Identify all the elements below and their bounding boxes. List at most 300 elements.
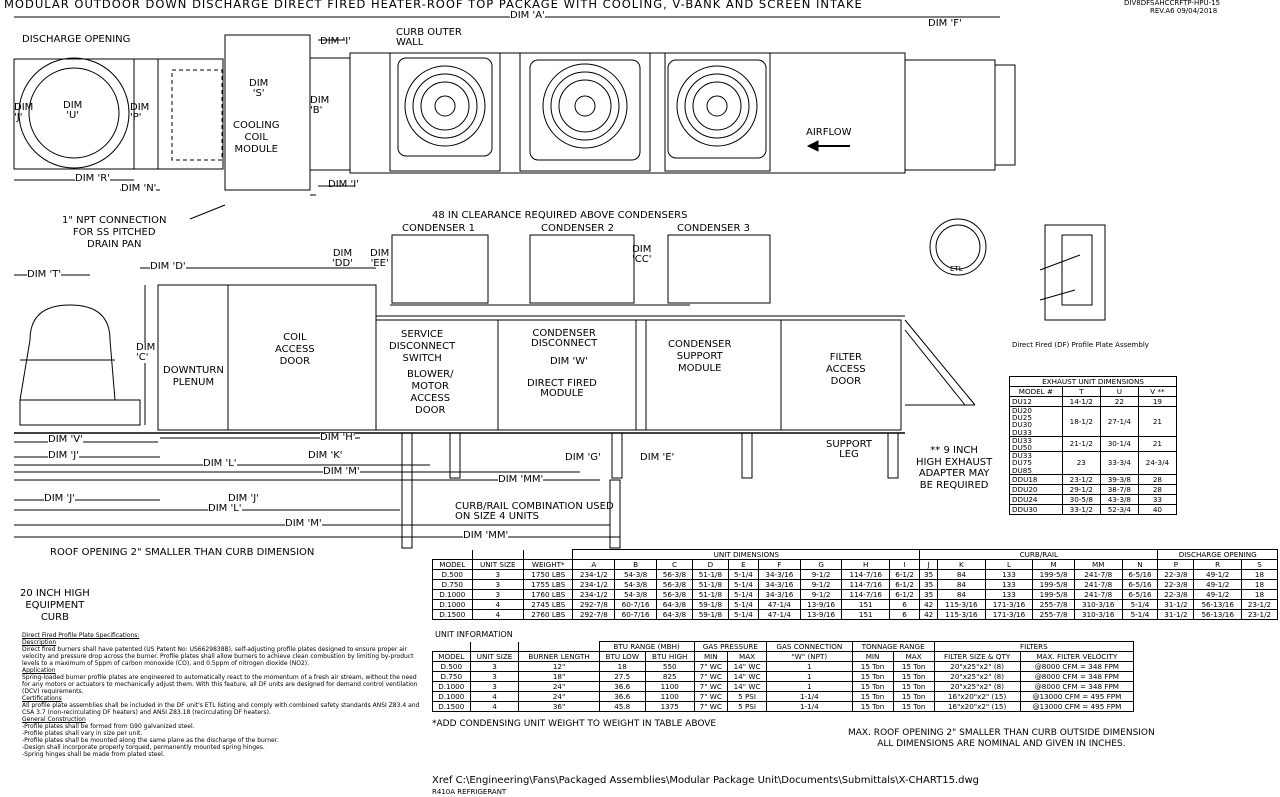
table-cell: 27.5 <box>599 672 645 682</box>
table-cell: 56-3/8 <box>656 570 692 580</box>
spec-description: Direct fired burners shall have patented (US Patent No: US6629838B), self-adjusting profile plates designed to ensure proper air velocity and pressure drop across the burner. Profile plates shall allow burners to achieve clean combustion by limiting by-product levels to a maximum of 5ppm of carbon monoxide (CO), and 0.5ppm of nitrogen dioxide (NO2). <box>22 646 414 667</box>
exhaust-table-row <box>1010 407 1177 437</box>
table-cell: 54-3/8 <box>615 570 657 580</box>
label-airflow: AIRFLOW <box>806 127 852 138</box>
note-condensing-weight: *ADD CONDENSING UNIT WEIGHT TO WEIGHT IN TABLE ABOVE <box>432 719 717 729</box>
column-header: D <box>692 560 728 570</box>
group-gas-connection: GAS CONNECTION <box>767 642 852 652</box>
table-cell: 5 PSI <box>728 692 767 702</box>
table-cell: 310-3/16 <box>1074 610 1122 620</box>
column-header: F <box>758 560 800 570</box>
table-cell: 115-3/16 <box>938 610 986 620</box>
unit-information-table <box>432 641 1134 712</box>
label-dim-v: DIM 'V' <box>48 434 83 445</box>
label-dim-d: DIM 'D' <box>150 261 186 272</box>
exhaust-cell-u: 30-1/4 <box>1100 436 1138 451</box>
exhaust-cell-t: 23 <box>1062 452 1100 475</box>
exhaust-model-name: DDU30 <box>1012 504 1038 514</box>
exhaust-model <box>1010 397 1063 407</box>
table-cell: 5-1/4 <box>728 610 758 620</box>
table-cell: 51-1/8 <box>692 580 728 590</box>
table-cell: @8000 CFM = 348 FPM <box>1020 662 1133 672</box>
table-cell: 171-3/16 <box>985 610 1033 620</box>
label-dim-mm: DIM 'MM' <box>498 474 544 485</box>
label-discharge-opening: DISCHARGE OPENING <box>22 34 131 45</box>
label-dim-u: DIM 'U' <box>63 100 83 121</box>
column-header: MODEL <box>433 652 471 662</box>
spec-construction-1: -Profile plates shall vary in size per unit. <box>22 730 143 737</box>
table-cell: 42 <box>920 610 938 620</box>
elev-condenser-2 <box>530 235 634 303</box>
table-cell: 4 <box>470 702 519 712</box>
table-cell: 151 <box>842 610 890 620</box>
exhaust-model-name: DU12 <box>1012 396 1032 406</box>
exhaust-cell-v: 40 <box>1138 504 1176 514</box>
label-filter-access: FILTER ACCESS DOOR <box>826 352 866 387</box>
table-cell: 151 <box>842 600 890 610</box>
table-cell: 9-1/2 <box>800 580 842 590</box>
table-cell: 34-3/16 <box>758 590 800 600</box>
exhaust-cell-v: 24-3/4 <box>1138 452 1176 475</box>
column-header: C <box>656 560 692 570</box>
table-cell: 42 <box>920 600 938 610</box>
unit-information-row <box>433 702 1134 712</box>
label-dim-dd: DIM 'DD' <box>332 248 353 269</box>
exhaust-dimensions-table <box>1009 376 1177 515</box>
table-cell: 14" WC <box>728 682 767 692</box>
table-cell: D.1500 <box>433 702 471 712</box>
table-cell: 84 <box>938 580 986 590</box>
elev-exhaust-fan <box>20 305 115 400</box>
table-cell: 34-3/16 <box>758 570 800 580</box>
label-clearance: 48 IN CLEARANCE REQUIRED ABOVE CONDENSERS <box>432 210 688 221</box>
label-curb-outer-wall: CURB OUTER WALL <box>396 27 462 48</box>
table-cell: 1760 LBS <box>524 590 573 600</box>
exhaust-cell-u: 33-3/4 <box>1100 452 1138 475</box>
table-cell: 20"x25"x2" (8) <box>934 662 1020 672</box>
table-cell: 59-1/8 <box>692 610 728 620</box>
table-cell: 3 <box>470 682 519 692</box>
exhaust-model-name: DU25 <box>1012 413 1032 423</box>
table-cell: 6-1/2 <box>890 570 920 580</box>
exhaust-cell-v: 28 <box>1138 484 1176 494</box>
plan-condenser-section <box>350 53 905 173</box>
table-cell: 310-3/16 <box>1074 600 1122 610</box>
note-refrigerant: R410A REFRIGERANT <box>432 788 507 796</box>
column-header: BURNER LENGTH <box>519 652 599 662</box>
column-header: N <box>1122 560 1158 570</box>
table-cell: D.500 <box>433 662 471 672</box>
exhaust-cell-u: 38-7/8 <box>1100 484 1138 494</box>
column-header: MIN <box>852 652 893 662</box>
group-tonnage-range: TONNAGE RANGE <box>852 642 934 652</box>
table-cell: 1100 <box>645 682 694 692</box>
exh-header: V ** <box>1138 387 1176 397</box>
table-cell: 18 <box>1241 570 1277 580</box>
unit-dimensions-row <box>433 610 1278 620</box>
label-dim-h: DIM 'H' <box>320 432 356 443</box>
table-cell: 1100 <box>645 692 694 702</box>
label-dim-l2: DIM 'L' <box>208 503 242 514</box>
table-cell: 6-5/16 <box>1122 590 1158 600</box>
column-header: UNIT SIZE <box>470 652 519 662</box>
table-cell: 6-5/16 <box>1122 580 1158 590</box>
label-dim-c: DIM 'C' <box>136 342 156 363</box>
table-cell: 3 <box>472 590 524 600</box>
label-coil-access-door: COIL ACCESS DOOR <box>275 332 315 367</box>
spec-certifications-title: Certifications <box>22 695 62 702</box>
note-xref: Xref C:\Engineering\Fans\Packaged Assemblies\Modular Package Unit\Documents\Submittals\X-CHART15.dwg <box>432 775 979 786</box>
table-cell: 24" <box>519 692 599 702</box>
unit-dimensions-row <box>433 570 1278 580</box>
exhaust-table-row <box>1010 397 1177 407</box>
label-dim-l: DIM 'L' <box>203 458 237 469</box>
table-cell: 6-1/2 <box>890 590 920 600</box>
label-dim-k: DIM 'K' <box>308 450 343 461</box>
table-cell: 1 <box>767 662 852 672</box>
exhaust-model-name: DU33 <box>1012 451 1032 461</box>
table-cell: 64-3/8 <box>656 600 692 610</box>
table-cell: 234-1/2 <box>573 570 615 580</box>
table-cell: 13-9/16 <box>800 610 842 620</box>
table-cell: 7" WC <box>694 702 727 712</box>
table-cell: 12" <box>519 662 599 672</box>
table-cell: 15 Ton <box>893 702 934 712</box>
table-cell: 292-7/8 <box>573 610 615 620</box>
table-cell: 5-1/4 <box>1122 600 1158 610</box>
table-cell: 4 <box>472 610 524 620</box>
table-cell: @8000 CFM = 348 FPM <box>1020 682 1133 692</box>
spec-construction-3: -Design shall incorporate properly torqued, permanently mounted spring hinges. <box>22 744 265 751</box>
exhaust-model-name: DU20 <box>1012 406 1032 415</box>
unit-dimensions-table <box>432 549 1278 620</box>
table-cell: 7" WC <box>694 672 727 682</box>
label-dim-i-bottom: DIM 'I' <box>328 179 359 190</box>
table-cell: 84 <box>938 590 986 600</box>
exhaust-model <box>1010 407 1063 437</box>
column-header: K <box>938 560 986 570</box>
label-equipment-curb: 20 INCH HIGH EQUIPMENT CURB <box>20 588 90 623</box>
label-dim-mm2: DIM 'MM' <box>463 530 509 541</box>
label-downturn-plenum: DOWNTURN PLENUM <box>163 365 224 388</box>
exhaust-cell-u: 52-3/4 <box>1100 504 1138 514</box>
table-cell: D.1000 <box>433 682 471 692</box>
spec-heading: Direct Fired Profile Plate Specifications: <box>22 632 140 639</box>
elev-support-module <box>646 320 781 430</box>
spec-certifications: All profile plate assemblies shall be included in the DF unit's ETL listing and comply with combined safety standards ANSI Z83.4 and CSA 3.7 (non-recirculating DF heaters) and ANSI Z83.18 (recirculating DF heaters). <box>22 702 420 716</box>
exhaust-table-row <box>1010 452 1177 475</box>
exhaust-cell-u: 27-1/4 <box>1100 407 1138 437</box>
label-dim-j1: DIM 'J' <box>48 450 79 461</box>
unit-dimensions-row <box>433 600 1278 610</box>
table-cell: 234-1/2 <box>573 580 615 590</box>
exhaust-cell-v: 21 <box>1138 407 1176 437</box>
table-cell: 5-1/4 <box>728 580 758 590</box>
label-condenser-support: CONDENSER SUPPORT MODULE <box>668 339 732 374</box>
label-dim-cc: DIM 'CC' <box>632 244 652 265</box>
spec-application: Spring-loaded burner profile plates are engineered to automatically react to the momentum of a fresh air stream, without the need for any motors or actuators to mechanically adjust them. With this feature, all DF units are designed for demand control ventilation (DCV) requirements. <box>22 674 418 695</box>
table-cell: 20"x25"x2" (8) <box>934 682 1020 692</box>
label-curb-rail-note: CURB/RAIL COMBINATION USED ON SIZE 4 UNITS <box>455 501 614 522</box>
column-header: BTU LOW <box>599 652 645 662</box>
label-dim-r: DIM 'R' <box>75 173 110 184</box>
table-cell: 22-3/8 <box>1158 570 1194 580</box>
label-dim-m2: DIM 'M' <box>285 518 322 529</box>
exhaust-model-name: DU33 <box>1012 435 1032 445</box>
column-header: J <box>920 560 938 570</box>
table-cell: 23-1/2 <box>1241 610 1277 620</box>
table-cell: 24" <box>519 682 599 692</box>
spec-construction-0: -Profile plates shall be formed from G90 galvanized steel. <box>22 723 195 730</box>
unit-information-row <box>433 692 1134 702</box>
table-cell: 34-3/16 <box>758 580 800 590</box>
table-cell: 3 <box>470 672 519 682</box>
table-cell: 1-1/4 <box>767 702 852 712</box>
spec-application-title: Application <box>22 667 56 674</box>
profile-plate-specifications <box>22 632 422 758</box>
exhaust-table-title: EXHAUST UNIT DIMENSIONS <box>1010 377 1177 387</box>
label-dim-s: DIM 'S' <box>249 78 269 99</box>
column-header: A <box>573 560 615 570</box>
exhaust-table-row <box>1010 494 1177 504</box>
table-cell: 6-1/2 <box>890 580 920 590</box>
column-header: R <box>1194 560 1242 570</box>
table-cell: 51-1/8 <box>692 590 728 600</box>
table-cell: 36.6 <box>599 682 645 692</box>
exh-header: T <box>1062 387 1100 397</box>
table-cell: 56-13/16 <box>1194 600 1242 610</box>
table-cell: 20"x25"x2" (8) <box>934 672 1020 682</box>
table-cell: 16"x20"x2" (15) <box>934 692 1020 702</box>
label-blower-access: BLOWER/ MOTOR ACCESS DOOR <box>407 369 454 416</box>
elev-condenser-1 <box>392 235 488 303</box>
table-cell: 14" WC <box>728 672 767 682</box>
label-condenser-1: CONDENSER 1 <box>402 223 475 234</box>
plan-cooling-coil <box>225 35 310 190</box>
column-header: MIN <box>694 652 727 662</box>
exhaust-model-name: DU50 <box>1012 443 1032 453</box>
table-cell: 1375 <box>645 702 694 712</box>
column-header: E <box>728 560 758 570</box>
column-header: MAX. FILTER VELOCITY <box>1020 652 1133 662</box>
table-cell: 9-1/2 <box>800 590 842 600</box>
table-cell: 15 Ton <box>893 672 934 682</box>
plan-intake-hood <box>905 60 995 170</box>
exhaust-model-name: DDU24 <box>1012 494 1038 504</box>
table-cell: 23-1/2 <box>1241 600 1277 610</box>
table-cell: 5 PSI <box>728 702 767 712</box>
exhaust-model <box>1010 436 1063 451</box>
table-cell: 15 Ton <box>893 662 934 672</box>
column-header: L <box>985 560 1033 570</box>
exhaust-cell-u: 22 <box>1100 397 1138 407</box>
table-cell: 114-7/16 <box>842 580 890 590</box>
table-cell: 7" WC <box>694 662 727 672</box>
table-cell: 133 <box>985 570 1033 580</box>
column-header: MAX <box>728 652 767 662</box>
table-cell: 59-1/8 <box>692 600 728 610</box>
exhaust-model <box>1010 484 1063 494</box>
elev-downturn <box>158 285 228 430</box>
group-filters: FILTERS <box>934 642 1133 652</box>
table-cell: 35 <box>920 590 938 600</box>
table-cell: 54-3/8 <box>615 580 657 590</box>
table-cell: 64-3/8 <box>656 610 692 620</box>
label-dim-m: DIM 'M' <box>323 466 360 477</box>
column-header: G <box>800 560 842 570</box>
table-cell: 60-7/16 <box>615 610 657 620</box>
column-header: P <box>1158 560 1194 570</box>
exhaust-model-name: DU30 <box>1012 420 1032 430</box>
spec-construction-4: -Spring hinges shall be made from plated steel. <box>22 751 165 758</box>
exhaust-cell-t: 18-1/2 <box>1062 407 1100 437</box>
table-cell: 16"x20"x2" (15) <box>934 702 1020 712</box>
table-cell: D.1000 <box>433 590 473 600</box>
table-cell: D.1500 <box>433 610 473 620</box>
table-cell: 35 <box>920 570 938 580</box>
table-cell: 4 <box>472 600 524 610</box>
label-exhaust-adapter: ** 9 INCH HIGH EXHAUST ADAPTER MAY BE REQUIRED <box>916 445 993 491</box>
table-cell: 825 <box>645 672 694 682</box>
table-cell: 31-1/2 <box>1158 600 1194 610</box>
table-cell: 199-5/8 <box>1033 580 1075 590</box>
column-header: S <box>1241 560 1277 570</box>
label-dim-b: DIM 'B' <box>310 95 330 116</box>
table-cell: 241-7/8 <box>1074 590 1122 600</box>
column-header: WEIGHT* <box>524 560 573 570</box>
table-cell: 2745 LBS <box>524 600 573 610</box>
label-roof-opening: ROOF OPENING 2" SMALLER THAN CURB DIMENSION <box>50 547 315 558</box>
table-cell: 3 <box>472 570 524 580</box>
label-condenser-3: CONDENSER 3 <box>677 223 750 234</box>
column-header: "W" (NPT) <box>767 652 852 662</box>
label-condenser-disconnect: CONDENSER DISCONNECT <box>531 328 598 349</box>
exhaust-cell-u: 43-3/8 <box>1100 494 1138 504</box>
exhaust-model-name: DU33 <box>1012 427 1032 437</box>
exhaust-model-name: DU75 <box>1012 458 1032 468</box>
table-cell: 234-1/2 <box>573 590 615 600</box>
label-dim-g: DIM 'G' <box>565 452 601 463</box>
table-cell: D.1000 <box>433 692 471 702</box>
exhaust-cell-t: 30-5/8 <box>1062 494 1100 504</box>
table-cell: D.750 <box>433 580 473 590</box>
table-cell: 56-3/8 <box>656 580 692 590</box>
group-btu-range: BTU RANGE (MBH) <box>599 642 694 652</box>
table-cell: D.750 <box>433 672 471 682</box>
exh-header: MODEL # <box>1010 387 1063 397</box>
exhaust-table-row <box>1010 436 1177 451</box>
exhaust-cell-t: 14-1/2 <box>1062 397 1100 407</box>
exhaust-cell-t: 23-1/2 <box>1062 474 1100 484</box>
column-header: MODEL <box>433 560 473 570</box>
table-cell: 31-1/2 <box>1158 610 1194 620</box>
group-curb-rail: CURB/RAIL <box>920 550 1158 560</box>
exhaust-table-row <box>1010 484 1177 494</box>
elev-condenser-3 <box>668 235 770 303</box>
label-dim-t: DIM 'T' <box>27 269 62 280</box>
table-cell: 18" <box>519 672 599 682</box>
column-header: B <box>615 560 657 570</box>
table-cell: 6 <box>890 600 920 610</box>
table-cell: 6-5/16 <box>1122 570 1158 580</box>
table-cell: 47-1/4 <box>758 610 800 620</box>
table-cell: 56-3/8 <box>656 590 692 600</box>
table-cell: @8000 CFM = 348 FPM <box>1020 672 1133 682</box>
label-support-leg: SUPPORT LEG <box>826 439 872 460</box>
unit-dimensions-row <box>433 580 1278 590</box>
revision: REV.A6 09/04/2018 <box>1150 7 1218 15</box>
table-cell: 6 <box>890 610 920 620</box>
label-dim-e: DIM 'E' <box>640 452 675 463</box>
table-cell: 45.8 <box>599 702 645 712</box>
exhaust-model <box>1010 494 1063 504</box>
table-cell: D.1000 <box>433 600 473 610</box>
column-header: MM <box>1074 560 1122 570</box>
exhaust-cell-t: 29-1/2 <box>1062 484 1100 494</box>
exhaust-model-name: DU85 <box>1012 465 1032 475</box>
label-dim-p: DIM 'P' <box>130 102 150 123</box>
table-cell: 18 <box>1241 590 1277 600</box>
table-cell: 15 Ton <box>852 702 893 712</box>
label-direct-fired-module: DIRECT FIRED MODULE <box>527 378 597 399</box>
table-cell: 15 Ton <box>852 662 893 672</box>
table-cell: 36" <box>519 702 599 712</box>
label-dim-j-plan: DIM 'J' <box>14 102 34 123</box>
exhaust-model-name: DDU20 <box>1012 484 1038 494</box>
table-cell: 51-1/8 <box>692 570 728 580</box>
label-dim-w: DIM 'W' <box>550 356 588 367</box>
exhaust-model <box>1010 474 1063 484</box>
label-dim-a: DIM 'A' <box>510 10 545 21</box>
table-cell: @13000 CFM = 495 FPM <box>1020 702 1133 712</box>
spec-construction-2: -Profile plates shall be mounted along the same plane as the discharge of the burner. <box>22 737 279 744</box>
table-cell: 15 Ton <box>852 692 893 702</box>
table-cell: D.500 <box>433 570 473 580</box>
table-cell: 114-7/16 <box>842 570 890 580</box>
table-cell: 56-13/16 <box>1194 610 1242 620</box>
table-cell: 13-9/16 <box>800 600 842 610</box>
table-cell: 133 <box>985 590 1033 600</box>
exhaust-cell-t: 33-1/2 <box>1062 504 1100 514</box>
info-table-caption: UNIT INFORMATION <box>435 630 513 639</box>
table-cell: 255-7/8 <box>1033 600 1075 610</box>
exhaust-model <box>1010 504 1063 514</box>
label-dim-f: DIM 'F' <box>928 18 962 29</box>
column-header: M <box>1033 560 1075 570</box>
table-cell: 4 <box>470 692 519 702</box>
column-header: BTU HIGH <box>645 652 694 662</box>
table-cell: 35 <box>920 580 938 590</box>
sheet-title: MODULAR OUTDOOR DOWN DISCHARGE DIRECT FIRED HEATER-ROOF TOP PACKAGE WITH COOLING, V-BANK AND SCREEN INTAKE <box>4 0 863 11</box>
table-cell: 5-1/4 <box>728 590 758 600</box>
table-cell: 5-1/4 <box>1122 610 1158 620</box>
table-cell: 15 Ton <box>852 682 893 692</box>
exhaust-table-row <box>1010 504 1177 514</box>
table-cell: 84 <box>938 570 986 580</box>
table-cell: 49-1/2 <box>1194 590 1242 600</box>
label-service-disconnect: SERVICE DISCONNECT SWITCH <box>389 329 456 364</box>
table-cell: 114-7/16 <box>842 590 890 600</box>
label-condenser-2: CONDENSER 2 <box>541 223 614 234</box>
exhaust-model <box>1010 452 1063 475</box>
table-cell: 1750 LBS <box>524 570 573 580</box>
column-header: I <box>890 560 920 570</box>
exhaust-cell-v: 19 <box>1138 397 1176 407</box>
group-unit-dimensions: UNIT DIMENSIONS <box>573 550 920 560</box>
label-dim-j2: DIM 'J' <box>44 493 75 504</box>
unit-dimensions-row <box>433 590 1278 600</box>
table-cell: 1-1/4 <box>767 692 852 702</box>
